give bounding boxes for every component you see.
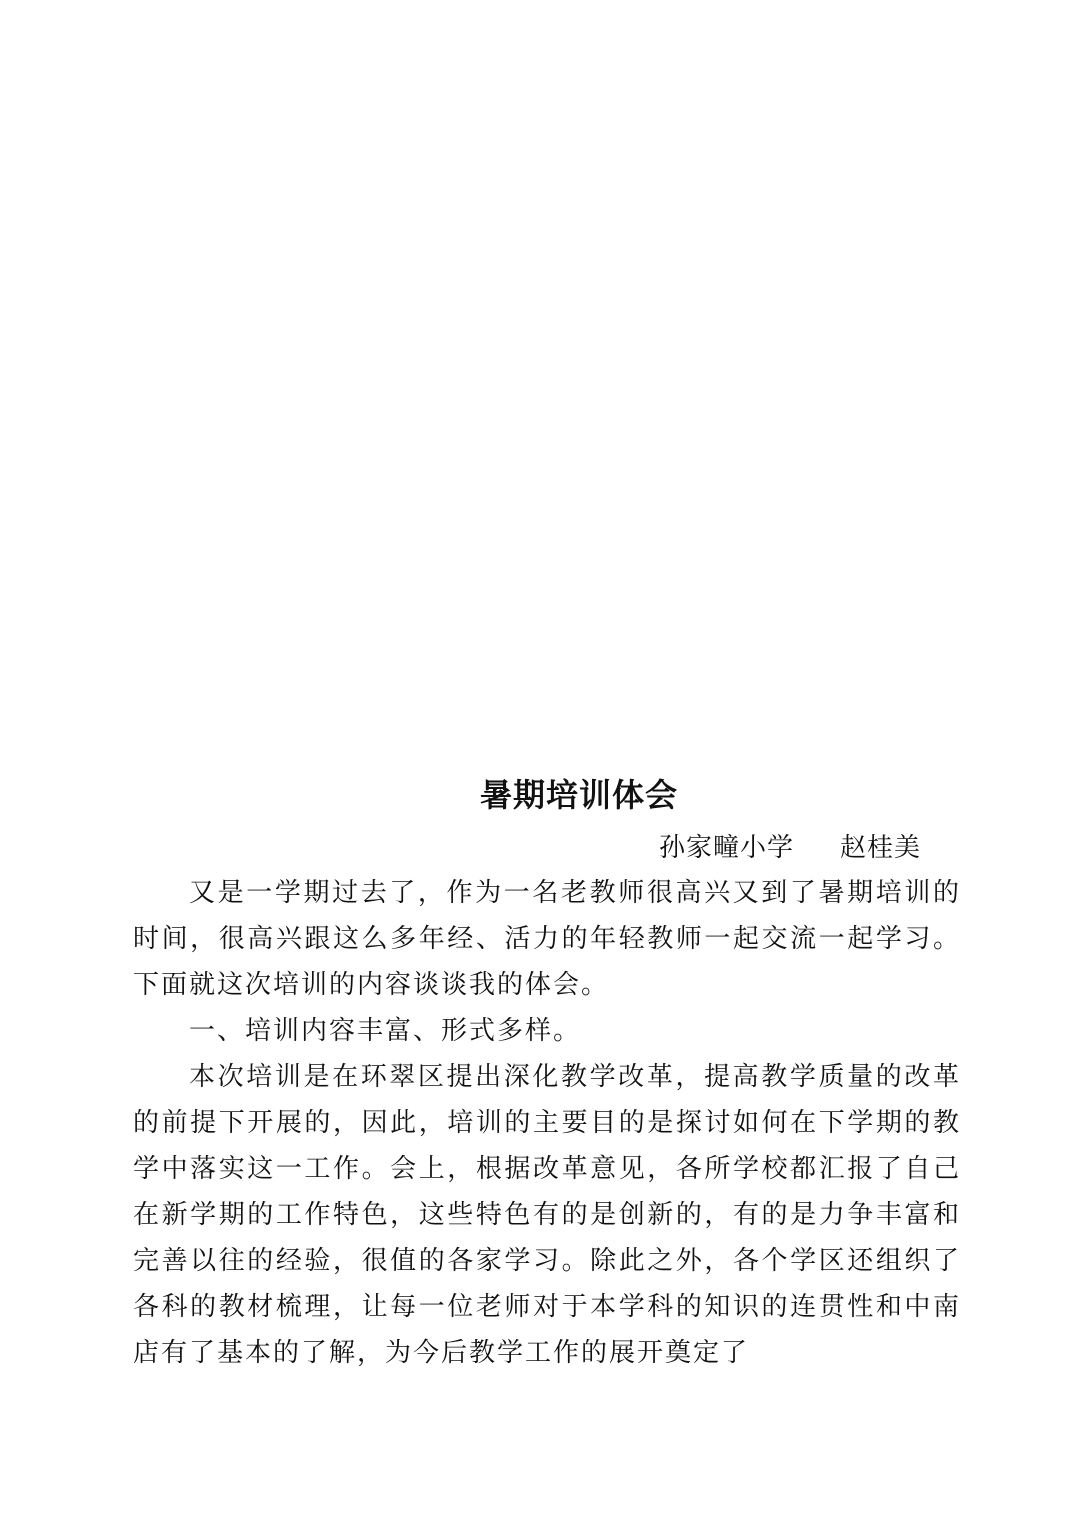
author-name: 赵桂美 xyxy=(839,833,921,863)
paragraph-intro: 又是一学期过去了，作为一名老教师很高兴又到了暑期培训的时间，很高兴跟这么多年经、活力的年轻教师一起交流一起学习。下面就这次培训的内容谈谈我的体会。 xyxy=(133,878,961,1000)
document-title: 暑期培训体会 xyxy=(479,776,678,814)
paragraph-body: 本次培训是在环翠区提出深化教学改革，提高教学质量的改革的前提下开展的，因此，培训的主要目的是探讨如何在下学期的教学中落实这一工作。会上，根据改革意见，各所学校都汇报了自己在新学期的工作特色，这些特色有的是创新的，有的是力争丰富和完善以往的经验，很值的各家学习。除此之外，各个学区还组织了各科的教材梳理，让每一位老师对于本学科的知识的连贯性和中南店有了基本的了解，为今后教学工作的展开奠定了 xyxy=(133,1062,961,1368)
author-line xyxy=(133,826,961,870)
document-body xyxy=(133,770,961,1376)
section-heading: 一、培训内容丰富、形式多样。 xyxy=(189,1016,582,1046)
school-name: 孙家疃小学 xyxy=(658,833,794,863)
